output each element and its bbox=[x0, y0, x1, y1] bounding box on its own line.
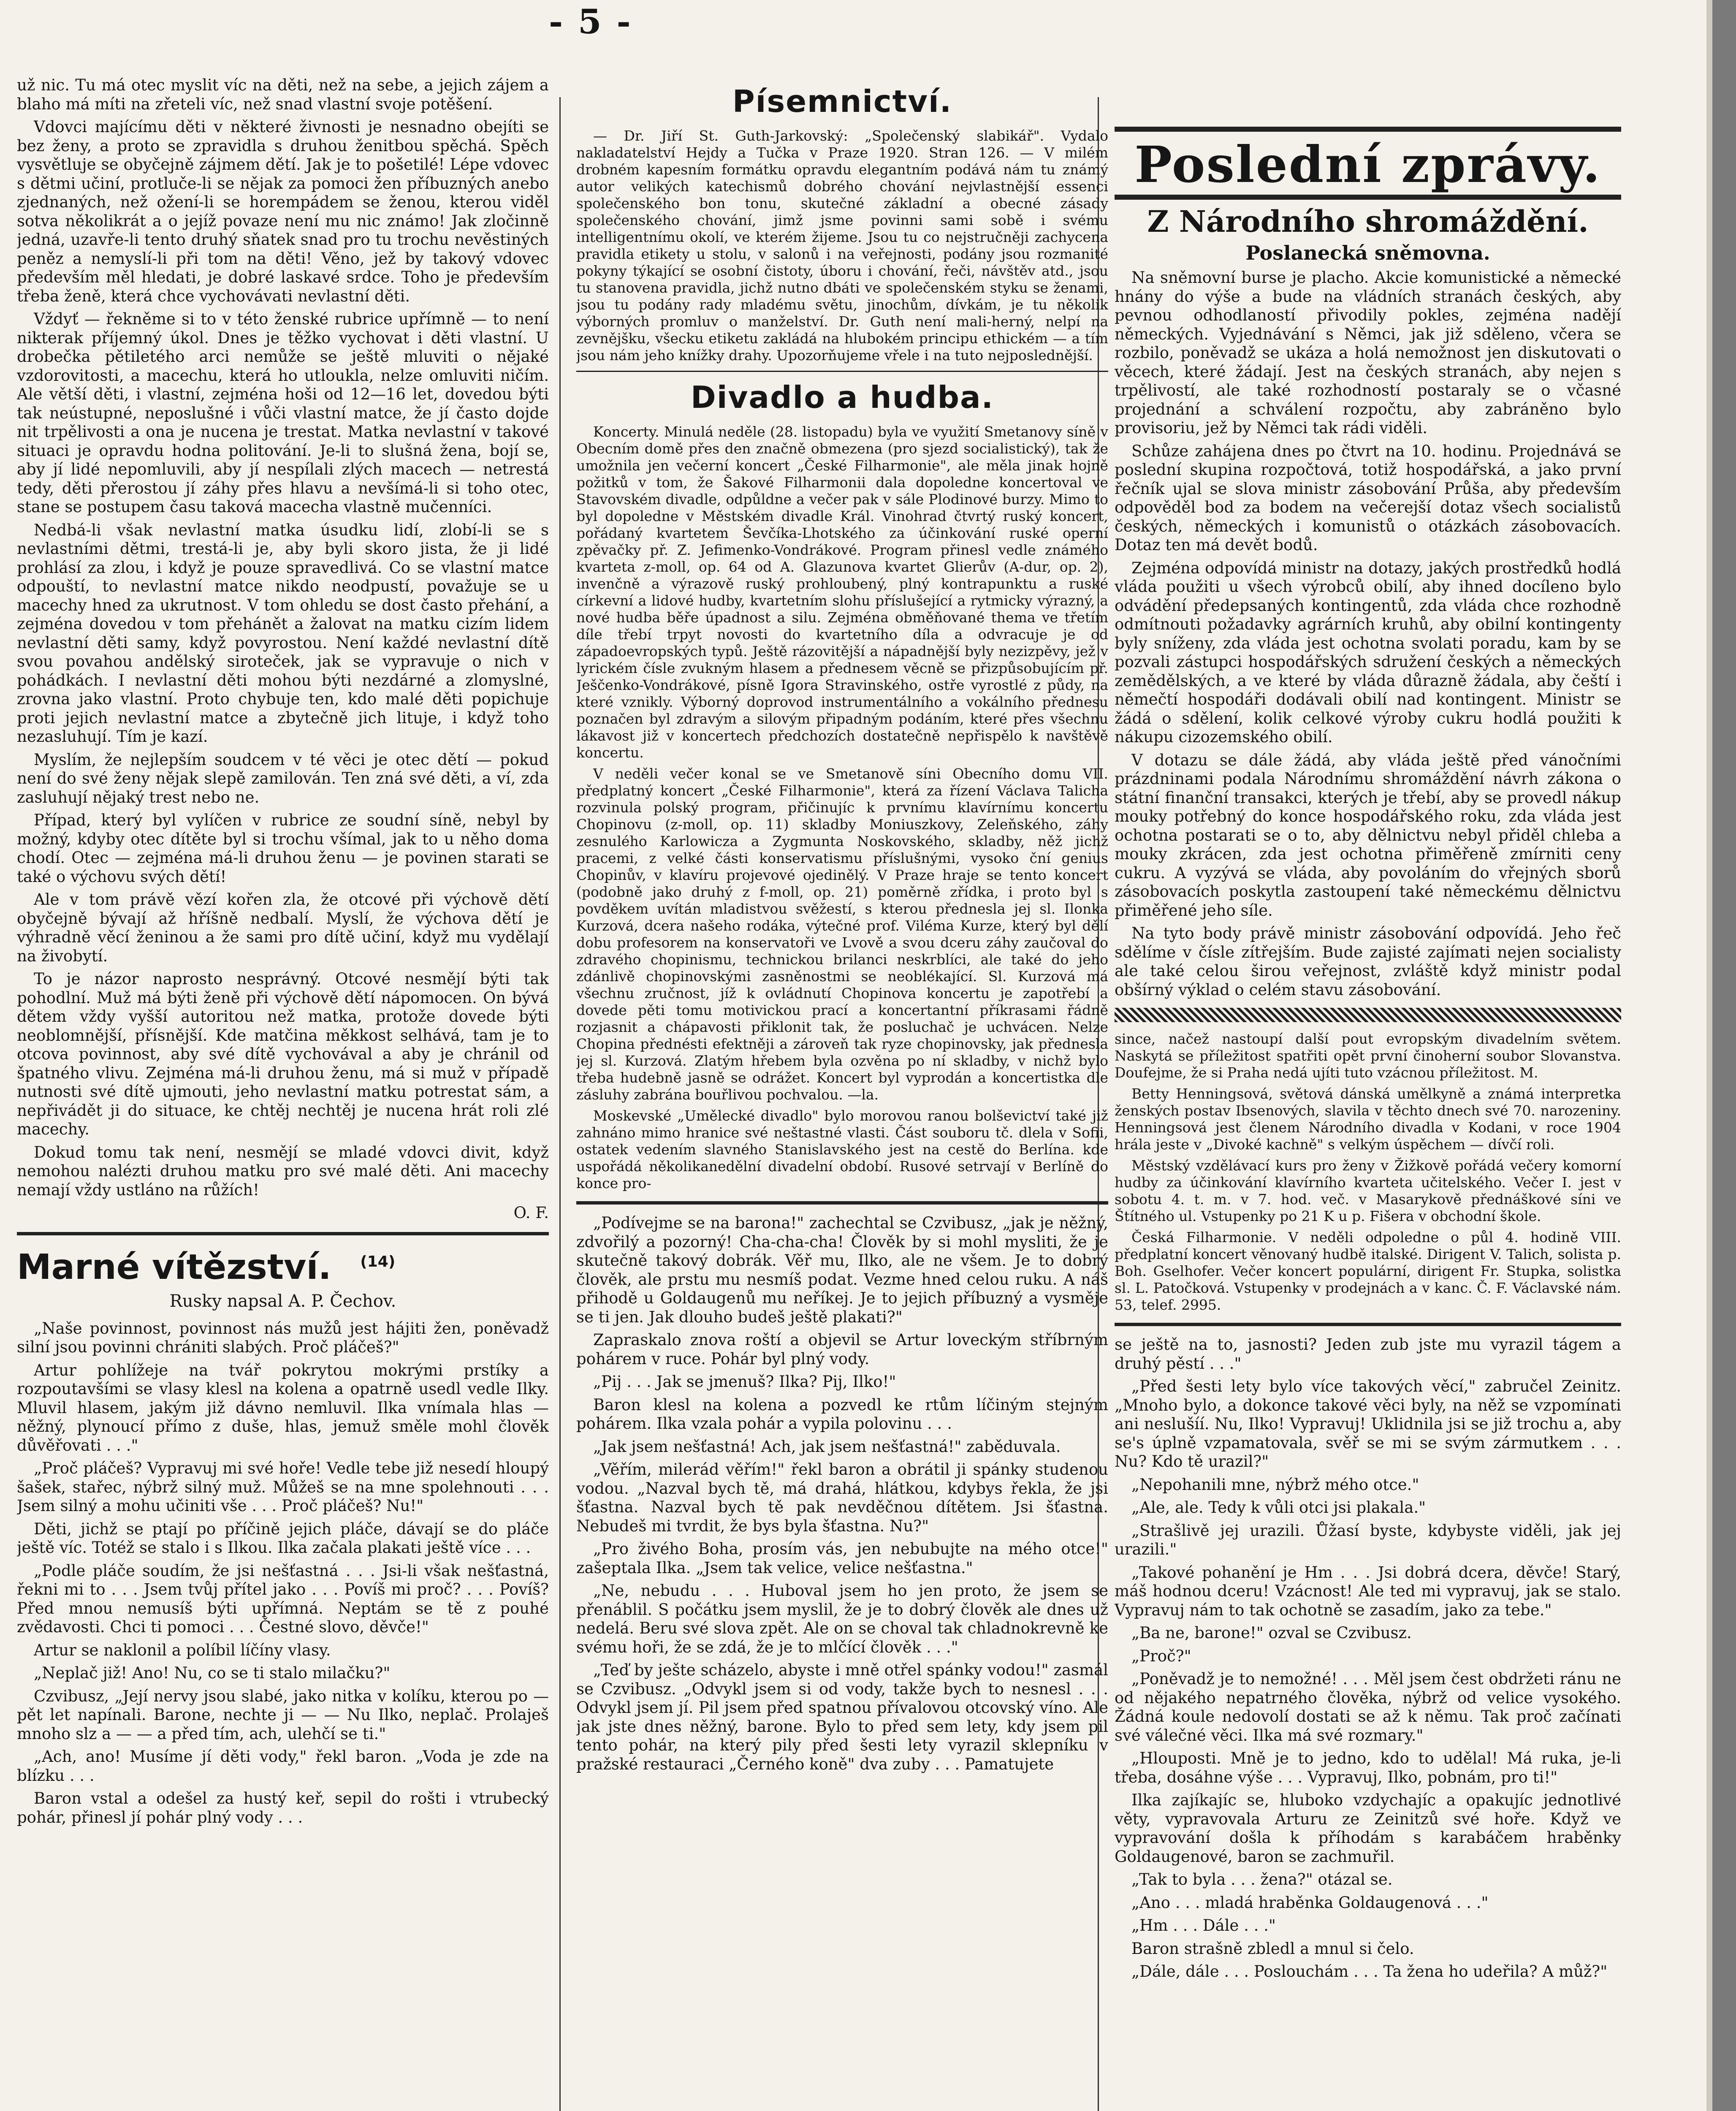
paragraph: Ilka zajíkajíc se, hluboko vzdychajíc a opakujíc jednotlivé věty, vypravovala Arturu ze Zeinitzů své hoře. Když ve vypravování došla k příhodám s karabáčem hraběnky Goldaugenové, baron se zachmuřil. bbox=[1115, 1791, 1621, 1866]
story-text-left bbox=[17, 1319, 549, 1827]
paragraph: To je názor naprosto nesprávný. Otcové nesmějí býti tak pohodlní. Muž má býti ženě při výchově dětí nápomocen. On bývá dětem vždy vyšší autoritou než matka, protože dovede býti neoblomnější, přísnější. Kde matčina měkkost selhává, tam je to otcova povinnost, aby své dítě vychovával a aby je chránil od špatného vlivu. Zejména má-li druhou ženu, má si muž v případě nutnosti své dítě ujmouti, jeho nevlastní matku potrestat sám, a nepřivádět ji do situace, ke chtěj nechtěj je nucena hrát roli zlé macechy. bbox=[17, 970, 549, 1138]
paragraph: „Proč pláčeš? Vypravuj mi své hoře! Vedle tebe již nesedí hloupý šašek, stařec, nýbrž silný muž. Můžeš se na mne spolehnouti . . . Jsem silný a mohu učiniti vše . . . Proč pláčeš? Nu!" bbox=[17, 1459, 549, 1515]
paragraph: „Hlouposti. Mně je to jedno, kdo to udělal! Má ruka, je-li třeba, dosáhne výše . . . Vypravuj, Ilko, pobnám, pro ti!" bbox=[1115, 1749, 1621, 1786]
story-title bbox=[17, 1247, 549, 1287]
divadlo-text bbox=[576, 423, 1108, 1192]
paragraph: Myslím, že nejlepším soudcem v té věci je otec dětí — pokud není do své ženy nějak slepě zamilován. Ten zná své děti, a ví, zda zasluhují nějaký trest nebo ne. bbox=[17, 750, 549, 806]
page-edge bbox=[1712, 0, 1736, 2111]
page-number: - 5 - bbox=[549, 2, 632, 41]
paragraph: Případ, který byl vylíčen v rubrice ze soudní síně, nebyl by možný, kdyby otec dítěte byl si trochu všímal, jak to u něho doma chodí. Otec — zejména má-li druhou ženu — je povinen starati se také o výchovu svých dětí! bbox=[17, 811, 549, 886]
paragraph: Vdovci majícímu děti v některé živnosti je nesnadno obejíti se bez ženy, a proto se zpravidla s druhou ženitbou spěchá. Spěch vysvětluje se obyčejně zájmem dětí. Jak je to pošetilé! Lépe vdovec s dětmi učiní, protluče-li se nějak za pomoci žen příbuzných anebo zjednaných, než ožení-li se horempádem se ženou, kterou viděl sotva několikrát a o jejíž povaze není mu nic známo! Jak zločinně jedná, uzavře-li tento druhý sňatek snad pro tu trochu nevěstiných peněz a nemyslí-li při tom na děti! Věno, jež by takový vdovec především měl hledati, je dobré laskavé srdce. Toho je především třeba ženě, která chce vychovávati nevlastní děti. bbox=[17, 118, 549, 305]
culture-notes bbox=[1115, 1031, 1621, 1313]
paragraph: Czvibusz, „Její nervy jsou slabé, jako nitka v kolíku, kterou po — pět let napínali. Barone, nechte ji — — Nu Ilko, neplač. Prolaješ mnoho slz a — — a před tím, ach, ulehčí se ti." bbox=[17, 1687, 549, 1743]
story-text-right bbox=[1115, 1335, 1621, 1981]
paragraph: „Ba ne, barone!" ozval se Czvibusz. bbox=[1131, 1624, 1412, 1642]
article-signature: O. F. bbox=[513, 1204, 549, 1222]
section-rule bbox=[1115, 1323, 1621, 1326]
paragraph: „Podívejme se na barona!" zachechtal se Czvibusz, „jak je něžný, zdvořilý a pozorný! Cha-cha-cha! Člověk by si mohl mysliti, že je skutečně takový dobrák. Věř mu, Ilko, ale ne všem. Je to dobrý člověk, ale prstu mu nesmíš podat. Vezme hned celou ruku. A náš přihodě u Goldaugenů mu neříkej. Je to jejich příbuzný a vysměje se ti jen. Jak dlouho budeš ještě plakati?" bbox=[576, 1214, 1108, 1326]
paragraph: Betty Henningsová, světová dánská umělkyně a známá interpretka ženských postav Ibsenových, slavila v těchto dnech své 70. narozeniny. Henningsová jest členem Národního divadla v Kodani, v roce 1904 hrála jeste v „Divoké kachně" s velkým úspěchem — dívčí roli. bbox=[1115, 1085, 1621, 1153]
paragraph: Česká Filharmonie. V neděli odpoledne o půl 4. hodině VIII. předplatní koncert věnovaný hudbě italské. Dirigent V. Talich, solista p. Boh. Gselhofer. Večer koncert populární, dirigent Fr. Stupka, solistka sl. L. Patočková. Vstupenky v prodejnách a v kanc. Č. F. Václavské nám. 53, telef. 2995. bbox=[1115, 1229, 1621, 1313]
paragraph: V neděli večer konal se ve Smetanově síni Obecního domu VII. předplatný koncert „České Filharmonie", která za řízení Václava Talicha rozvinula polský program, přičinujíc k prvnímu klavírnímu koncertu Chopinovu (z-moll, op. 11) skladby Moniuszkovy, Zeleňského, záhy zesnulého Karlowicza a Zygmunta Noskovského, skladby, něž jichž pracemi, z velké části konservatismu příslušnými, vysoko ční genius Chopinův, v klavíru projevové ojedinělý. V Praze hraje se tento koncert (podobně jako druhý z f-moll, op. 21) poměrně zřídka, i proto byl s povděkem uvítán mladistvou svěžestí, s kterou přednesla jej sl. Ilonka Kurzová, dcera našeho rodáka, výtečné prof. Viléma Kurze, který byl dělí dobu profesorem na konservatoři ve Lvově a svou dceru záhy zaučoval do zdravého chopinismu, technickou brilanci neskrblíci, ale také do jeho zdánlivě chopinovskými zasněnostmi se neoblékající. Sl. Kurzová má všechnu zručnost, jíž k ovládnutí Chopinova koncertu je zapotřebí a dovede pěti tomu motivickou prací a koncertantní příkrasami řádně rozjasnit a chápavosti přiklonit tak, že posluchač je uchvácen. Nelze Chopina přednésti efektněji a zároveň tak ryze chopinovsky, jak přednesla jej sl. Kurzová. Zlatým hřebem byla ozvěna po ní skladby, v nichž bylo třeba hudebně jasně se odrážet. Koncert byl vyprodán a koncertistka dle zásluhy zabrána bouřlivou pochvalou. —la. bbox=[576, 765, 1108, 1103]
section-rule bbox=[576, 371, 1108, 372]
paragraph: Koncerty. Minulá neděle (28. listopadu) byla ve využití Smetanovy síně v Obecním domě přes den značně obmezena (pro sjezd socialistický), tak že umožnila jen večerní koncert „České Filharmonie", ale měla jinak hojně požitků v tom, že Šakové Filharmonii dala dopoledne koncertoval ve Stavovském divadle, odpůldne a večer pak v sále Plodinové burzy. Mimo to byl dopoledne v Městském divadle Král. Vinohrad čtvrtý ruský koncert, pořádaný kvartetem Ševčíka-Lhotského za účinkování ruské operní zpěvačky př. Z. Jefimenko-Vondrákové. Program přinesl vedle známého kvarteta z-moll, op. 64 od A. Glazunova kvartet Glierův (A-dur, op. 2), invenčně a výrazově ruský prohloubený, plný kontrapunktu a ruské církevní a lidové hudby, kvartetním slohu příslušející a rytmicky výrazný, a nové hudba běře úpadnost a silu. Zejména obměňované thema ve třetím díle třebí trpyt novosti do kvartetního díla a odvracuje je od západoevropských typů. Ještě rázovitější a nápadnější byly nezizpěvy, jež v lyrickém čísle zvukným hlasem a přednesem věcně se přizpůsobujícím př. Ješčenko-Vondrákové, písně Igora Stravinského, ostře vyrostlé z půdy, na které vznikly. Výborný doprovod instrumentálního a vokálního přednesu poznačen byl zdravým a silovým připadným podáním, které přes všechnu lákavost již v koncertech předchozích dostatečně nepřispělo k navštěvě koncertu. bbox=[576, 423, 1108, 761]
paragraph: „Ne, nebudu . . . Huboval jsem ho jen proto, že jsem se přenáblil. S počátku jsem myslil, že je to dobrý člověk ale dnes už nedelá. Beru své slova zpět. Ale on se choval tak chladnokrevně ke svému hoři, že se zdá, že je to mlčící člověk . . ." bbox=[576, 1582, 1108, 1656]
paragraph: Děti, jichž se ptají po příčině jejich pláče, dávají se do pláče ještě víc. Totéž se stalo i s Ilkou. Ilka začala plakati ještě více . . . bbox=[17, 1519, 549, 1557]
paragraph: „Jak jsem nešťastná! Ach, jak jsem nešťastná!" zaběduvala. bbox=[593, 1437, 1061, 1456]
paragraph: „Dále, dále . . . Poslouchám . . . Ta žena ho udeřila? A můž?" bbox=[1131, 1962, 1608, 1981]
paragraph: „Neplač již! Ano! Nu, co se ti stalo milačku?" bbox=[34, 1664, 391, 1682]
section-title-divadlo: Divadlo a hudba. bbox=[691, 380, 994, 415]
paragraph: „Hm . . . Dále . . ." bbox=[1131, 1916, 1276, 1935]
paragraph: „Teď by ješte scházelo, abyste i mně otřel spánky vodou!" zasmál se Czvibusz. „Odvykl jsem si od vody, takže bych to nesnesl . . . Odvykl jsem jí. Pil jsem před spatnou přívalovou otcovský víno. Ale jak jste dnes něžný, barone. Bylo to před sem lety, kdy jsem pil tento pohár, na který pily před šesti lety vyrazil sklepníku v pražské restauraci „Černého koně" dva zuby . . . Pamatujete bbox=[576, 1661, 1108, 1773]
paragraph: Artur se naklonil a políbil líčíny vlasy. bbox=[34, 1641, 331, 1659]
right-column bbox=[1115, 76, 1621, 2111]
paragraph: Baron vstal a odešel za hustý keř, sepil do rošti i vtrubecký pohár, přinesl jí pohár plný vody . . . bbox=[17, 1789, 549, 1826]
paragraph: Moskevské „Umělecké divadlo" bylo morovou ranou bolševictví také již zahnáno mimo hranice své neštastné vlasti. Část souboru tč. dlela v Sofii, ostatek vedením slavného Stanislavského jest na cestě do Berlína. kde uspořádá několikanedělní divadelní období. Rusové setrvají v Berlíně do konce pro- bbox=[576, 1107, 1108, 1191]
paragraph: „Před šesti lety bylo více takových věcí," zabručel Zeinitz. „Mnoho bylo, a dokonce takové věci byly, na něž se vzpomínati ani neslušíí. Nu, Ilko! Vypravuj! Uklidnila jsi se již trochu a, aby se's úplně vzpamatovala, svěř se mi se svým zármutkem . . . Nu? Kdo tě urazil?" bbox=[1115, 1377, 1621, 1471]
paragraph: Nedbá-li však nevlastní matka úsudku lidí, zlobí-li se s nevlastními dětmi, trestá-li je, aby byli skoro jista, že ji lidé prohlásí za zlou, i když je pouze spravedlivá. Co se vlastní matce odpouští, to nevlastní matce nikdo neodpustí, považuje se u macechy hned za ukrutnost. V tom ohledu se dost často přehání, a zejména dovedou v tom přehánět a žalovat na matku cizím lidem nevlastní děti samy, když povyrostou. Není každé nevlastní dítě svou povahou andělský siroteček, jak se vypravuje o nich v pohádkách. I nevlastní děti mohou býti nezdárné a zlomyslné, zrovna jako vlastní. Proto chybuje ten, kdo malé děti popichuje proti jejich nevlastní matce a zbytečně jich lituje, i když toho nezasluhují. Tím je kazí. bbox=[17, 521, 549, 746]
paragraph: „Tak to byla . . . žena?" otázal se. bbox=[1131, 1870, 1393, 1889]
paragraph: „Strašlivě jej urazili. Ůžasí byste, kdybyste viděli, jak jej urazili." bbox=[1115, 1521, 1621, 1558]
paragraph: „Proč?" bbox=[1131, 1647, 1191, 1665]
middle-column bbox=[576, 76, 1108, 2111]
paragraph: se ještě na to, jasnosti? Jeden zub jste mu vyrazil tágem a druhý pěstí . . ." bbox=[1115, 1335, 1621, 1373]
paragraph: „Takové pohanění je Hm . . . Jsi dobrá dcera, děvče! Starý, máš hodnou dceru! Vzácnost! Ale ted mi vypravuj, jak se stalo. Vypravuj nám to tak ochotně se zasadím, jako za tebe." bbox=[1115, 1563, 1621, 1619]
paragraph: Zapraskalo znova roští a objevil se Artur loveckým stříbrným pohárem v ruce. Pohár byl plný vody. bbox=[576, 1331, 1108, 1368]
story-title-text: Marné vítězství. bbox=[17, 1247, 331, 1287]
paragraph: Na sněmovní burse je placho. Akcie komunistické a německé hnány do výše a bude na vládních stranách českých, aby pevnou odhodlaností přivodily pokles, zejména nadějí německých. Vyjednávání s Němci, jak již sděleno, včera se rozbilo, poněvadž se ukáza a holá nemožnost jen diskutovati o věcech, které žádají. Jest na českých stranách, aby nejen s trpělivostí, ale také rozhodností postaraly se o včasné projednání a schválení rozpočtu, aby zabráněno bylo provisoriu, jež by Němci tak rádi viděli. bbox=[1115, 269, 1621, 437]
paragraph: „Poněvadž je to nemožné! . . . Měl jsem čest obdržeti ránu ne od nějakého nepatrného člověka, nýbrž od velice vysokého. Žádná koule nedovolí dostati se až k němu. Tak proč začínati své válečné věci. Ilka má své rozmary." bbox=[1115, 1670, 1621, 1745]
page-edge-shadow bbox=[1706, 0, 1712, 2111]
column-divider-left bbox=[559, 97, 561, 2111]
section-rule bbox=[17, 1232, 549, 1235]
paragraph: Zejména odpovídá ministr na dotazy, jakých prostředků hodlá vláda použiti u všech výrobců obilí, aby ihned docíleno bylo odvádění předepsaných kontingentů, zda vláda chce rozhodně odmítnouti požadavky agrárních kruhů, aby obilní kontingenty byly sníženy, zda vláda jest ochotna svolati poradu, kam by se pozvali zástupci hospodářských sdružení českých a německých zemědělských, a ve které by vláda důrazně žádala, aby čeští i němečtí hospodáři dodávali obilí nad kontingent. Ministr se žádá o sdělení, kolik celkové výroby cukru hodlá použiti k nákupu cizozemského obilí. bbox=[1115, 559, 1621, 746]
paragraph: „Podle pláče soudím, že jsi nešťastná . . . Jsi-li však nešťastná, řekni mi to . . . Jsem tvůj přítel jako . . . Povíš mi proč? . . . Povíš? Před mnou nemusíš býti upřímná. Neptám se tě z pouhé zvědavosti. Chci ti pomoci . . . Čestné slovo, děvče!" bbox=[17, 1561, 549, 1636]
paragraph: „Pro živého Boha, prosím vás, jen nebubujte na mého otce!" zašeptala Ilka. „Jsem tak velice, velice nešťastna." bbox=[576, 1540, 1108, 1577]
hatched-divider bbox=[1115, 1008, 1621, 1022]
paragraph: Na tyto body právě ministr zásobování odpovídá. Jeho řeč sdělíme v čísle zítřejším. Bude zajisté zajímati nejen socialisty ale také celou širou veřejnost, zvláště když ministr podal obšírný výklad o celém stavu zásobování. bbox=[1115, 924, 1621, 999]
left-column bbox=[17, 76, 549, 2111]
paragraph: Artur pohlížeje na tvář pokrytou mokrými prstíky a rozpoutavšími se vlasy klesl na kolena a opatrně usedl vedle Ilky. Mluvil hlasem, jakým již dávno nemluvil. Ilka vnímala hlas — něžný, plynoucí přímo z duše, hlas, jemuž směle mohl člověk důvěřovati . . ." bbox=[17, 1361, 549, 1454]
paragraph: Ale v tom právě vězí kořen zla, že otcové při výchově dětí obyčejně bývají až hříšně nedbalí. Myslí, že výchova dětí je výhradně věcí ženinou a že sami pro dítě učiní, když mu vydělají na živobytí. bbox=[17, 890, 549, 965]
section-title-pisemnictvi: Písemnictví. bbox=[732, 84, 952, 119]
paragraph: since, načež nastoupí další pout evropským divadelním světem. Naskytá se příležitost spatřiti opět první činoherní soubor Slovanstva. Doufejme, že si Praha nedá ujíti tuto vzácnou příležitost. M. bbox=[1115, 1031, 1621, 1081]
paragraph: Schůze zahájena dnes po čtvrt na 10. hodinu. Projednává se poslední skupina rozpočtová, totiž hospodářská, a jako první řečník ujal se slova ministr zásobování Průša, aby především odpověděl bod za bodem na večerejší dotaz všech socialistů českých, německých i komunistů o otázkách zásobovacích. Dotaz ten má devět bodů. bbox=[1115, 442, 1621, 554]
paragraph: Baron klesl na kolena a pozvedl ke rtům líčiným stejným pohárem. Ilka vzala pohár a vypila polovinu . . . bbox=[576, 1395, 1108, 1433]
paragraph: „Naše povinnost, povinnost nás mužů jest hájiti žen, poněvadž silní jsou povinni chrániti slabých. Proč pláčeš?" bbox=[17, 1319, 549, 1356]
paragraph: „Ano . . . mladá hraběnka Goldaugenová . . ." bbox=[1131, 1893, 1489, 1912]
section-rule bbox=[576, 1201, 1108, 1205]
story-byline: Rusky napsal A. P. Čechov. bbox=[169, 1291, 396, 1311]
paragraph: V dotazu se dále žádá, aby vláda ještě před vánočními prázdninami podala Národnímu shromáždění návrh zákona o státní finanční transakci, kterých je třebí, aby se provedl nákup mouky potřebný do konce hospodářského roku, zda vláda jest ochotna postarati se o to, aby dělnictvu nebyl přiděl chleba a mouky zkrácen, zda jest ochotna přiměřeně zmírniti ceny cukru. A vyzývá se vláda, aby povoláním do vřejných sborů zásobovacích poskytla zastoupení také německému dělnictvu přiměřené jeho síle. bbox=[1115, 751, 1621, 920]
story-text-middle bbox=[576, 1214, 1108, 1774]
paragraph: Baron strašně zbledl a mnul si čelo. bbox=[1131, 1939, 1414, 1958]
story-installment: (14) bbox=[360, 1253, 396, 1271]
article-womens-rubric bbox=[17, 76, 549, 1199]
latest-news-banner: Poslední zprávy. bbox=[1115, 127, 1621, 200]
paragraph: — Dr. Jiří St. Guth-Jarkovský: „Společenský slabikář". Vydalo nakladatelství Hejdy a Tučka v Praze 1920. Stran 126. — V milém drobném kapesním formátku opravdu elegantním podává nám tu známý autor velikých katechismů dobrého chování nejvlastnější essenci společenského bon tonu, skutečné základní a obecné zásady společenského chování, jimž jsme povinni sami sobě i svému intelligentnímu okolí, ve kterém žijeme. Jsou tu co nejstručněji zachycena pravidla etikety u stolu, v salonů i na veřejnosti, podány jsou rozmanité pokyny týkající se osobní čistoty, úboru i chování, řeči, návštěv atd., jsou tu stanovena pravidla, jichž nutno dbáti ve společenském styku se ženami, jsou tu podány rady mladému světu, jinochům, dívkám, je tu několik výborných promluv o manželství. Dr. Guth není mali-herný, nelpí na zevnějšku, všecku etiketu zakládá na hlubokém principu ethickém — a tím jsou nám jeho knížky drahy. Upozorňujeme vřele i na tuto nejposlednější. bbox=[576, 128, 1108, 364]
news-text bbox=[1115, 269, 1621, 999]
paragraph: Městský vzdělávací kurs pro ženy v Žižkově pořádá večery komorní hudby za účinkování klavírního kvarteta učitelského. Večer I. jest v sobotu 4. t. m. v 7. hod. več. v Masarykově přednáškové síni ve Štítného ul. Vstupenky po 21 K u p. Fišera v obchodní škole. bbox=[1115, 1157, 1621, 1224]
paragraph: už nic. Tu má otec myslit víc na děti, než na sebe, a jejich zájem a blaho má míti na zřeteli víc, než snad vlastní svoje potěšení. bbox=[17, 76, 549, 113]
paragraph: „Ale, ale. Tedy k vůli otci jsi plakala." bbox=[1131, 1498, 1426, 1517]
paragraph: „Nepohanili mne, nýbrž mého otce." bbox=[1131, 1475, 1419, 1494]
news-subhead-chamber: Poslanecká sněmovna. bbox=[1245, 241, 1490, 264]
paragraph: „Ach, ano! Musíme jí děti vody," řekl baron. „Voda je zde na blízku . . . bbox=[17, 1747, 549, 1785]
news-subhead-parliament: Z Národního shromáždění. bbox=[1147, 204, 1589, 239]
paragraph: Dokud tomu tak není, nesmějí se mladé vdovci divit, když nemohou nalézti druhou matku pro své malé děti. Ani macechy nemají vždy ustláno na růžích! bbox=[17, 1143, 549, 1199]
paragraph: „Věřím, milerád věřím!" řekl baron a obrátil ji spánky studenou vodou. „Nazval bych tě, má drahá, hlátkou, kdybys řekla, že jsi šťastna. Nazval bych tě pak nevděčnou dítětem. Jsi šťastna. Nebudeš mi tvrdit, že bys byla šťastna. Nu?" bbox=[576, 1460, 1108, 1535]
pisemnictvi-text bbox=[576, 128, 1108, 364]
paragraph: „Pij . . . Jak se jmenuš? Ilka? Pij, Ilko!" bbox=[593, 1373, 896, 1391]
paragraph: Vždyť — řekněme si to v této ženské rubrice upřímně — to není nikterak příjemný úkol. Dnes je těžko vychovat i děti vlastní. U drobečka pětiletého arci nemůže se ještě mluviti o nějaké vzdorovitosti, a macechu, která ho utloukla, nelze omluviti ničím. Ale větší děti, i vlastní, zejména hoši od 12—16 let, dovedou býti tak neústupné, neposlušné i vůči vlastní matce, že jí často dojde nit trpělivosti a ona je nucena je trestat. Matka nevlastní v takové situaci je opravdu hodna politování. Je-li to slušná žena, bojí se, aby jí lidé nepomluvili, aby jí nespílali zlých macech — netrestá tedy, děti přerostou jí záhy přes hlavu a nevšímá-li si toho otec, stane se postupem času taková macecha vlastně mučenníci. bbox=[17, 310, 549, 516]
